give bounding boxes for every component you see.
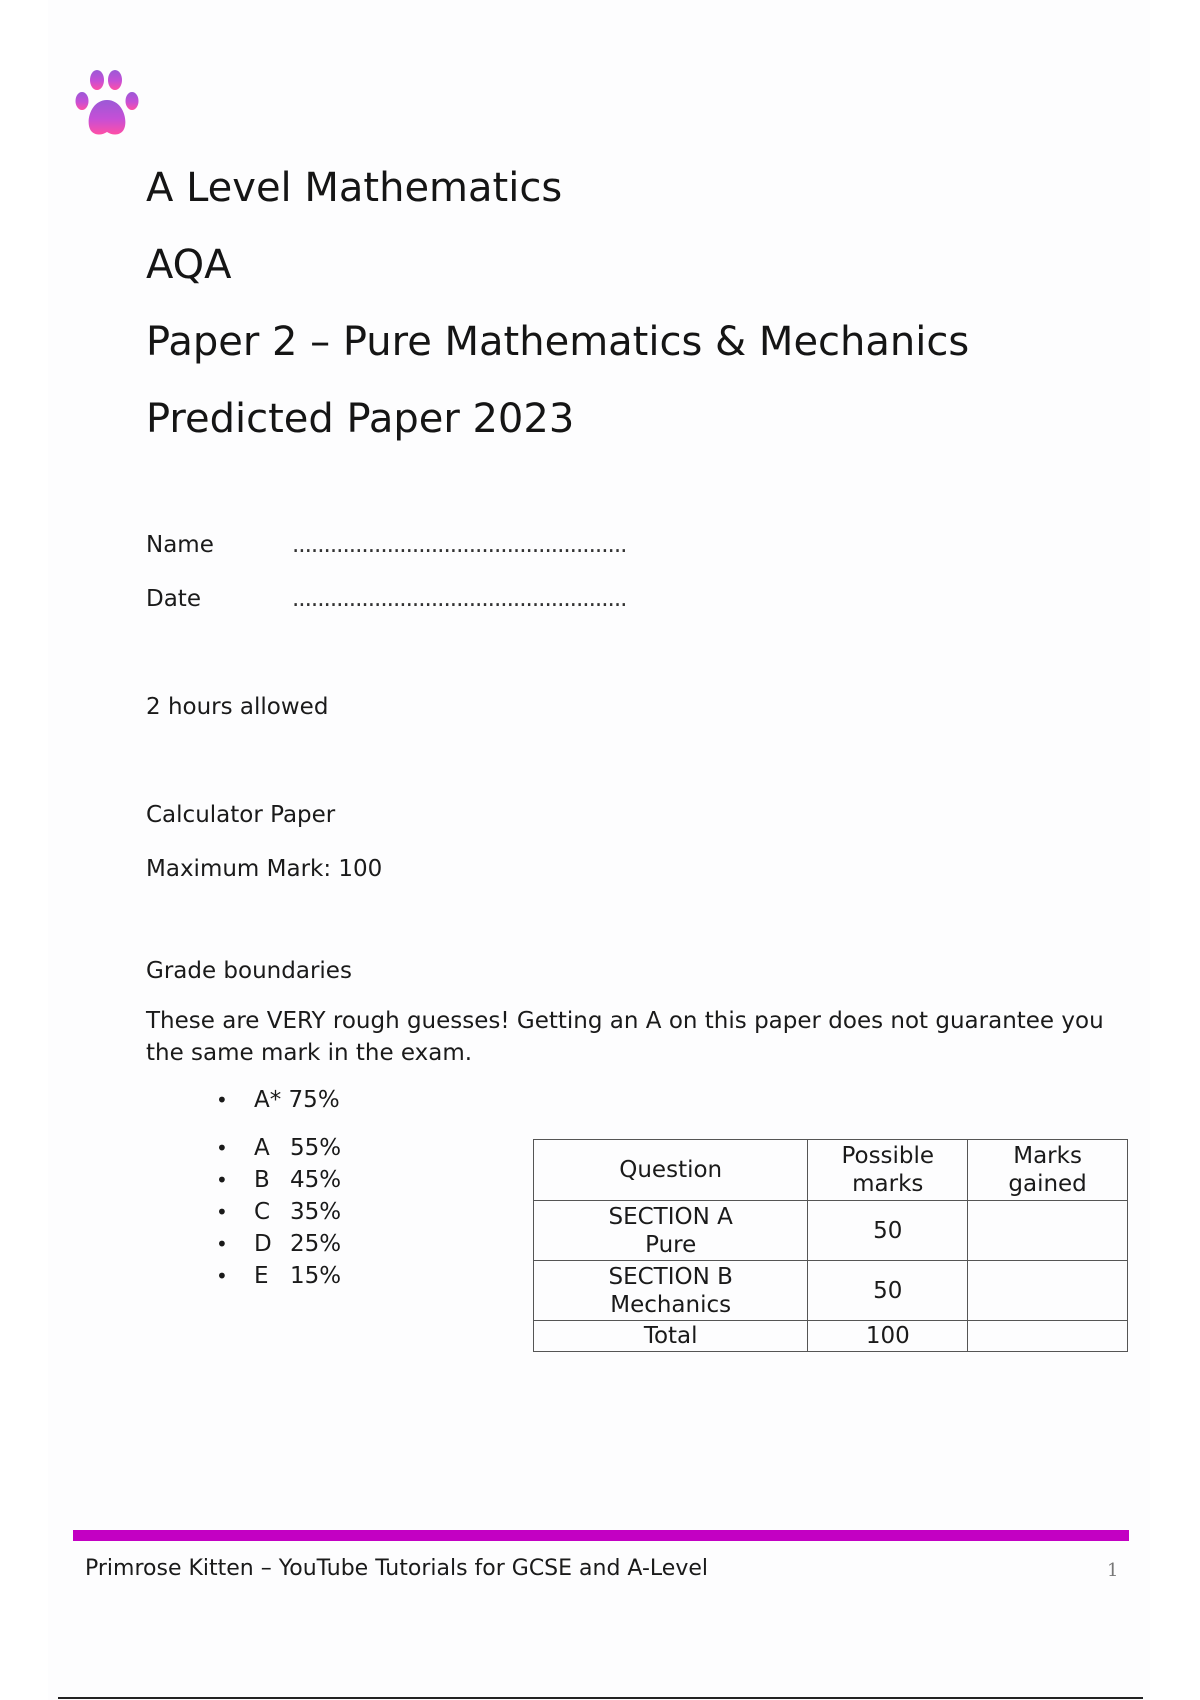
possible-marks-cell: 50 xyxy=(808,1261,968,1321)
calculator-note: Calculator Paper xyxy=(146,802,336,828)
exam-board: AQA xyxy=(146,242,232,288)
marks-table xyxy=(533,1139,1128,1352)
paw-print-icon xyxy=(75,70,141,142)
grade-item: • A* 75% xyxy=(216,1084,340,1116)
grade-boundaries-heading: Grade boundaries xyxy=(146,958,352,984)
bullet-icon: • xyxy=(216,1232,228,1256)
bullet-icon: • xyxy=(216,1136,228,1160)
page-number: 1 xyxy=(1107,1560,1119,1581)
grade-list-top xyxy=(216,1084,340,1116)
name-label: Name xyxy=(146,532,214,558)
grade-item: • C 35% xyxy=(216,1196,341,1228)
table-row xyxy=(534,1201,1128,1261)
marks-gained-cell[interactable] xyxy=(968,1261,1128,1321)
grade-item: • A 55% xyxy=(216,1132,341,1164)
subject-title: A Level Mathematics xyxy=(146,165,563,211)
marks-gained-header: Marks gained xyxy=(968,1140,1128,1201)
date-label: Date xyxy=(146,586,201,612)
bullet-icon: • xyxy=(216,1200,228,1224)
paper-subtitle: Predicted Paper 2023 xyxy=(146,396,575,442)
name-dotted-line[interactable]: ..................................................... xyxy=(292,532,627,558)
grade-boundaries-note: These are VERY rough guesses! Getting an A on this paper does not guarantee you the same mark in the exam. xyxy=(146,1008,1104,1066)
possible-marks-header: Possible marks xyxy=(808,1140,968,1201)
time-allowed: 2 hours allowed xyxy=(146,694,329,720)
total-row xyxy=(534,1321,1128,1352)
paper-title: Paper 2 – Pure Mathematics & Mechanics xyxy=(146,319,970,365)
total-gained-cell[interactable] xyxy=(968,1321,1128,1352)
possible-marks-cell: 50 xyxy=(808,1201,968,1261)
grade-item: • D 25% xyxy=(216,1228,341,1260)
date-dotted-line[interactable]: ..................................................... xyxy=(292,586,627,612)
page-bottom-divider xyxy=(58,1697,1143,1699)
total-label-cell: Total xyxy=(534,1321,808,1352)
section-b-cell: SECTION B Mechanics xyxy=(534,1261,808,1321)
footer-text: Primrose Kitten – YouTube Tutorials for GCSE and A-Level xyxy=(85,1556,708,1581)
date-field[interactable] xyxy=(146,586,627,612)
bullet-icon: • xyxy=(216,1264,228,1288)
bullet-icon: • xyxy=(216,1168,228,1192)
table-row xyxy=(534,1261,1128,1321)
marks-gained-cell[interactable] xyxy=(968,1201,1128,1261)
title-block xyxy=(146,165,970,476)
grade-list xyxy=(216,1132,341,1292)
table-header-row xyxy=(534,1140,1128,1201)
bullet-icon: • xyxy=(216,1088,228,1112)
grade-item: • B 45% xyxy=(216,1164,341,1196)
total-possible-cell: 100 xyxy=(808,1321,968,1352)
maximum-mark: Maximum Mark: 100 xyxy=(146,856,383,882)
grade-item: • E 15% xyxy=(216,1260,341,1292)
footer-accent-bar xyxy=(73,1530,1129,1541)
question-header: Question xyxy=(534,1140,808,1201)
name-field[interactable] xyxy=(146,532,627,558)
section-a-cell: SECTION A Pure xyxy=(534,1201,808,1261)
